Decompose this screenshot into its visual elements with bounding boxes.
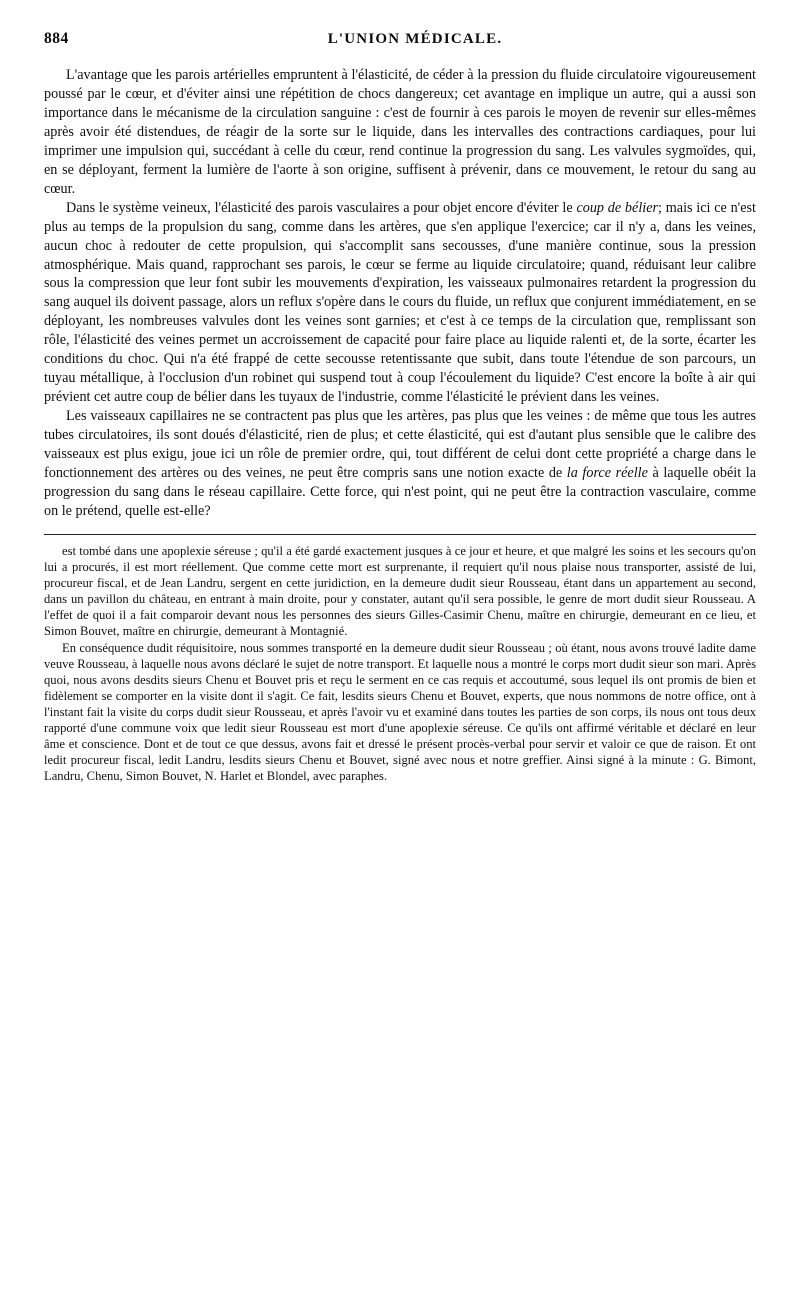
emphasis-phrase: coup de bélier [576, 199, 659, 216]
footnote-divider [44, 534, 756, 535]
emphasis-phrase: la force réelle [566, 465, 648, 482]
page-number: 884 [44, 30, 69, 47]
footnote-paragraph-2: En conséquence dudit réquisitoire, nous sommes transporté en la demeure dudit sieur Rousseau ; où étant, nous avons trouvé ladite dame veuve Rousseau, à laquelle nous avons déclaré le sujet de notre transport. Et laquelle nous a montré le corps mort dudit sieur son mari. Après quoi, nous avons desdits sieurs Chenu et Bouvet pris et reçu le serment en ce cas requis et accoutumé, sous lequel ils ont promis de bien et fidèlement se comporter en la visite dont il s'agit. Ce fait, lesdits sieurs Chenu et Bouvet, experts, que nous nommons de notre office, ont à l'instant fait la visite du corps dudit sieur Rousseau, et après l'avoir vu et examiné dans toutes les parties de son corps, ils nous ont tous deux rapporté d'une commune voix que ledit sieur Rousseau est mort d'une apoplexie séreuse. Ce qu'ils ont affirmé véritable et déclaré en leur âme et conscience. Dont et de tout ce que dessus, avons fait et dressé le présent procès-verbal pour servir et valoir ce que de raison. Et ont ledit procureur fiscal, ledit Landru, lesdits sieurs Chenu et Bouvet, signé avec nous et notre greffier. Ainsi signé à la minute : G. Bimont, Landru, Chenu, Simon Bouvet, N. Harlet et Blondel, avec paraphes. [44, 640, 756, 783]
paragraph-2: Dans le système veineux, l'élasticité des parois vasculaires a pour objet encore d'éviter le coup de bélier; mais ici ce n'est plus au temps de la propulsion du sang, comme dans les artères, que s'en applique l'exercice; car il n'y a, dans les veines, aucun choc à redouter de cette propulsion, qui s'accomplit sans secousses, d'une manière continue, sous la pression atmosphérique. Mais quand, rapprochant ses parois, le cœur se ferme au liquide circulatoire; quand, réduisant leur calibre sous la compression que leur font subir les mouvements d'expiration, les vaisseaux pulmonaires retardent la progression du sang auquel ils doivent passage, alors un reflux s'opère dans le cours du fluide, un reflux que conjurent immédiatement, en se déployant, les nombreuses valvules dont les veines sont garnies; et c'est à ce temps de la circulation que, remplissant son rôle, l'élasticité des veines permet un accroissement de capacité pour faire place au liquide ralenti et, de la sorte, écarter les conditions du choc. Qui n'a été frappé de cette secousse retentissante que subit, dans toute l'étendue de son parcours, un tuyau métallique, à l'occlusion d'un robinet qui suspend tout à coup l'écoulement du liquide? C'est encore la boîte à air qui prévient cet autre coup de bélier dans les tuyaux de l'industrie, comme l'élasticité le prévient dans les veines. [44, 199, 757, 406]
paragraph-3: Les vaisseaux capillaires ne se contractent pas plus que les artères, pas plus que les veines : de même que tous les autres tubes circulatoires, ils sont doués d'élasticité, rien de plus; et cette élasticité, qui est d'autant plus sensible que le calibre des vaisseaux est plus exigu, joue ici un rôle de premier ordre, qui, tout différent de celui dont cette propriété a charge dans le fonctionnement des artères ou des veines, ne peut être compris sans une notion exacte de la force réelle à laquelle obéit la progression du sang dans le réseau capillaire. Cette force, qui n'est point, qui ne peut être la contraction vasculaire, comme on le prétend, quelle est-elle? [44, 408, 756, 519]
running-title: L'UNION MÉDICALE. [327, 31, 503, 47]
paragraph-1: L'avantage que les parois artérielles empruntent à l'élasticité, de céder à la pression du fluide circulatoire vigoureusement poussé par le cœur, et d'éviter ainsi une répétition de chocs dangereux; cet avantage en implique un autre, qui a aussi son importance dans le mécanisme de la circulation sanguine : c'est de fournir à ces parois le moyen de revenir sur elles-mêmes après avoir été distendues, de réagir de la sorte sur le liquide, dans les intervalles des contractions cardiaques, pour lui imprimer une impulsion qui, succédant à celle du cœur, rend continue la progression du sang. Les valvules sygmoïdes, qui, en se déployant, ferment la lumière de l'aorte à son origine, suffisent à prévenir, dans ce mouvement, le retour du sang au cœur. [44, 67, 756, 197]
footnote-block [44, 544, 756, 785]
page-header [44, 30, 756, 52]
main-text-column [44, 66, 756, 521]
footnote-paragraph-1: est tombé dans une apoplexie séreuse ; qu'il a été gardé exactement jusques à ce jour et heure, et que malgré les soins et les secours qu'on lui a procurés, il est mort réellement. Que comme cette mort est surprenante, il requiert qu'il nous plaise nous transporter, assisté de lui, procureur fiscal, et de Jean Landru, sergent en cette juridiction, en la demeure dudit sieur Rousseau, étant dans un appartement au second, dans un pavillon du château, en entrant à main droite, pour y constater, autant qu'il sera possible, le genre de mort dudit sieur Rousseau. A l'effet de quoi il a fait comparoir devant nous les personnes des sieurs Gilles-Casimir Chenu, maître en chirurgie, demeurant en ce lieu, et Simon Bouvet, maître en chirurgie, demeurant à Montagnié. [44, 543, 756, 638]
